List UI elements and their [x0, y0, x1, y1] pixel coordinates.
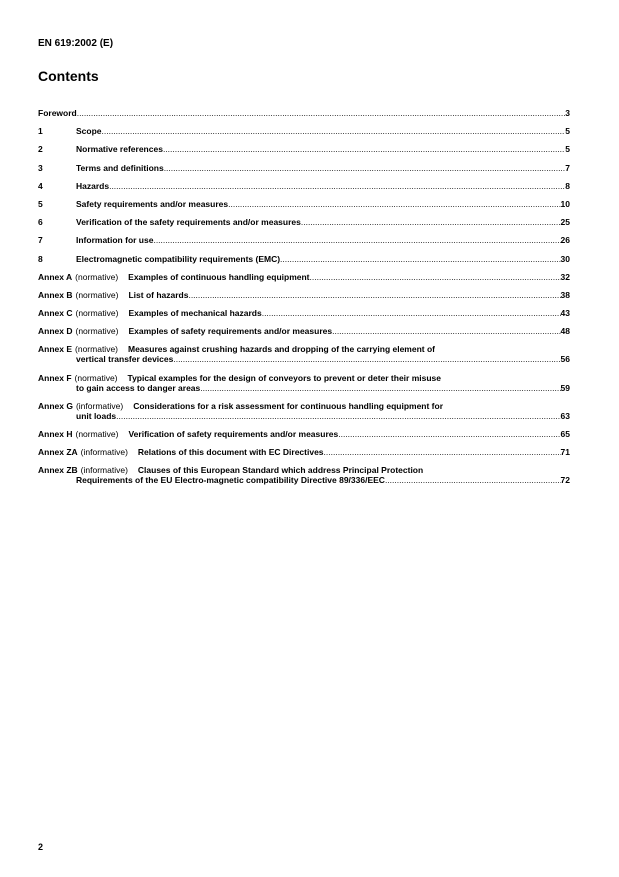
dot-leader: [188, 290, 560, 300]
annex-label: Annex ZA: [38, 447, 78, 458]
toc-clause-number: 6: [38, 217, 43, 228]
dot-leader: [153, 235, 560, 245]
toc-entry-clause-7[interactable]: [38, 235, 570, 245]
toc-entry-title: Information for use: [76, 235, 154, 246]
annex-type: (normative): [75, 429, 119, 439]
dot-leader: [116, 411, 560, 421]
toc-entry-annex-g[interactable]: [38, 401, 570, 421]
toc-page-number: 26: [560, 235, 570, 246]
toc-clause-number: 2: [38, 144, 43, 155]
toc-entry-annex-zb[interactable]: [38, 465, 570, 485]
toc-entry-clause-6[interactable]: [38, 217, 570, 227]
annex-label: Annex G: [38, 400, 73, 411]
toc-page-number: 38: [560, 289, 570, 300]
dot-leader: [310, 272, 561, 282]
toc-entry-title: Considerations for a risk assessment for continuous handling equipment for: [133, 400, 444, 411]
page-title: Contents: [38, 68, 99, 84]
toc-page-number: 32: [560, 271, 570, 282]
toc-page-number: 8: [565, 180, 570, 191]
toc-entry-title: List of hazards: [128, 289, 189, 300]
toc-entry-title: Examples of safety requirements and/or measures: [128, 326, 333, 337]
annex-label: Annex B: [38, 289, 73, 300]
toc-entry-title: Examples of mechanical hazards: [128, 308, 262, 319]
dot-leader: [200, 383, 560, 393]
toc-entry-annex-c[interactable]: [38, 308, 570, 318]
document-header: EN 619:2002 (E): [38, 38, 114, 49]
toc-page-number: 72: [560, 475, 570, 486]
toc-entry-annex-b[interactable]: [38, 290, 570, 300]
toc-entry-title: Verification of the safety requirements and/or measures: [76, 217, 301, 228]
toc-entry-annex-e[interactable]: [38, 344, 570, 364]
toc-entry-annex-a[interactable]: [38, 272, 570, 282]
toc-entry-title: Examples of continuous handling equipment: [128, 271, 310, 282]
toc-page-number: 65: [560, 429, 570, 439]
toc-entry-title: Foreword: [38, 108, 77, 118]
annex-type: (normative): [75, 308, 119, 319]
toc-page-number: 30: [560, 253, 570, 264]
toc-page-number: 56: [560, 354, 570, 365]
toc-entry-title-continued: to gain access to danger areas: [76, 382, 201, 393]
toc-clause-number: 8: [38, 253, 43, 264]
toc-page-number: 7: [565, 162, 570, 173]
toc-page-number: 3: [565, 108, 570, 118]
dot-leader: [228, 199, 560, 209]
toc-entry-title: Clauses of this European Standard which address Principal Protection: [137, 465, 424, 476]
toc-page-number: 63: [560, 410, 570, 421]
toc-page-number: 10: [560, 198, 570, 209]
toc-clause-number: 1: [38, 126, 43, 137]
toc-clause-number: 4: [38, 180, 43, 191]
dot-leader: [332, 326, 560, 336]
annex-label: Annex A: [38, 271, 73, 282]
dot-leader: [301, 217, 561, 227]
toc-entry-title: Typical examples for the design of conveyors to prevent or deter their misuse: [127, 372, 442, 383]
toc-entry-clause-2[interactable]: [38, 144, 570, 154]
toc-entry-clause-5[interactable]: [38, 199, 570, 209]
annex-label: Annex ZB: [38, 465, 78, 476]
dot-leader: [102, 126, 566, 136]
dot-leader: [164, 163, 566, 173]
annex-type: (normative): [74, 372, 118, 383]
dot-leader: [324, 447, 561, 457]
dot-leader: [262, 308, 561, 318]
toc-entry-title: Safety requirements and/or measures: [76, 198, 229, 209]
dot-leader: [109, 181, 565, 191]
toc-page-number: 48: [560, 326, 570, 337]
toc-page-number: 5: [565, 126, 570, 137]
toc-entry-annex-f[interactable]: [38, 373, 570, 393]
toc-entry-foreword[interactable]: [38, 108, 570, 118]
toc-clause-number: 3: [38, 162, 43, 173]
toc-entry-title-continued: Requirements of the EU Electro-magnetic compatibility Directive 89/336/EEC: [76, 475, 385, 486]
toc-entry-clause-3[interactable]: [38, 163, 570, 173]
dot-leader: [280, 254, 560, 264]
annex-type: (informative): [75, 400, 124, 411]
toc-page-number: 71: [560, 447, 570, 458]
annex-label: Annex H: [38, 429, 73, 439]
toc-page-number: 5: [565, 144, 570, 155]
annex-type: (normative): [75, 271, 119, 282]
toc-entry-title: Electromagnetic compatibility requirements (EMC): [76, 253, 281, 264]
toc-entry-title-continued: unit loads: [76, 410, 117, 421]
toc-clause-number: 5: [38, 198, 43, 209]
dot-leader: [385, 475, 561, 485]
table-of-contents: [38, 108, 570, 494]
dot-leader: [173, 354, 560, 364]
toc-entry-annex-h[interactable]: [38, 429, 570, 439]
annex-type: (normative): [75, 344, 118, 355]
page-number: 2: [38, 842, 44, 852]
annex-type: (informative): [80, 447, 128, 458]
dot-leader: [77, 108, 566, 118]
toc-entry-title: Scope: [76, 126, 102, 137]
annex-label: Annex E: [38, 344, 73, 355]
annex-type: (normative): [75, 289, 119, 300]
annex-label: Annex F: [38, 372, 72, 383]
toc-entry-annex-za[interactable]: [38, 447, 570, 457]
toc-entry-title: Terms and definitions: [76, 162, 164, 173]
toc-entry-clause-4[interactable]: [38, 181, 570, 191]
annex-label: Annex C: [38, 308, 73, 319]
dot-leader: [338, 429, 560, 439]
toc-entry-clause-1[interactable]: [38, 126, 570, 136]
toc-clause-number: 7: [38, 235, 43, 246]
toc-entry-title-continued: vertical transfer devices: [76, 354, 174, 365]
toc-entry-annex-d[interactable]: [38, 326, 570, 336]
annex-label: Annex D: [38, 326, 73, 337]
annex-type: (informative): [80, 465, 128, 476]
toc-entry-title: Relations of this document with EC Directives: [137, 447, 324, 458]
toc-entry-clause-8[interactable]: [38, 254, 570, 264]
toc-page-number: 43: [560, 308, 570, 319]
toc-entry-title: Measures against crushing hazards and dropping of the carrying element of: [128, 344, 436, 355]
toc-page-number: 59: [560, 382, 570, 393]
toc-entry-title: Hazards: [76, 180, 110, 191]
toc-entry-title: Verification of safety requirements and/or measures: [128, 429, 339, 439]
toc-page-number: 25: [560, 217, 570, 228]
dot-leader: [163, 144, 565, 154]
annex-type: (normative): [75, 326, 119, 337]
toc-entry-title: Normative references: [76, 144, 163, 155]
